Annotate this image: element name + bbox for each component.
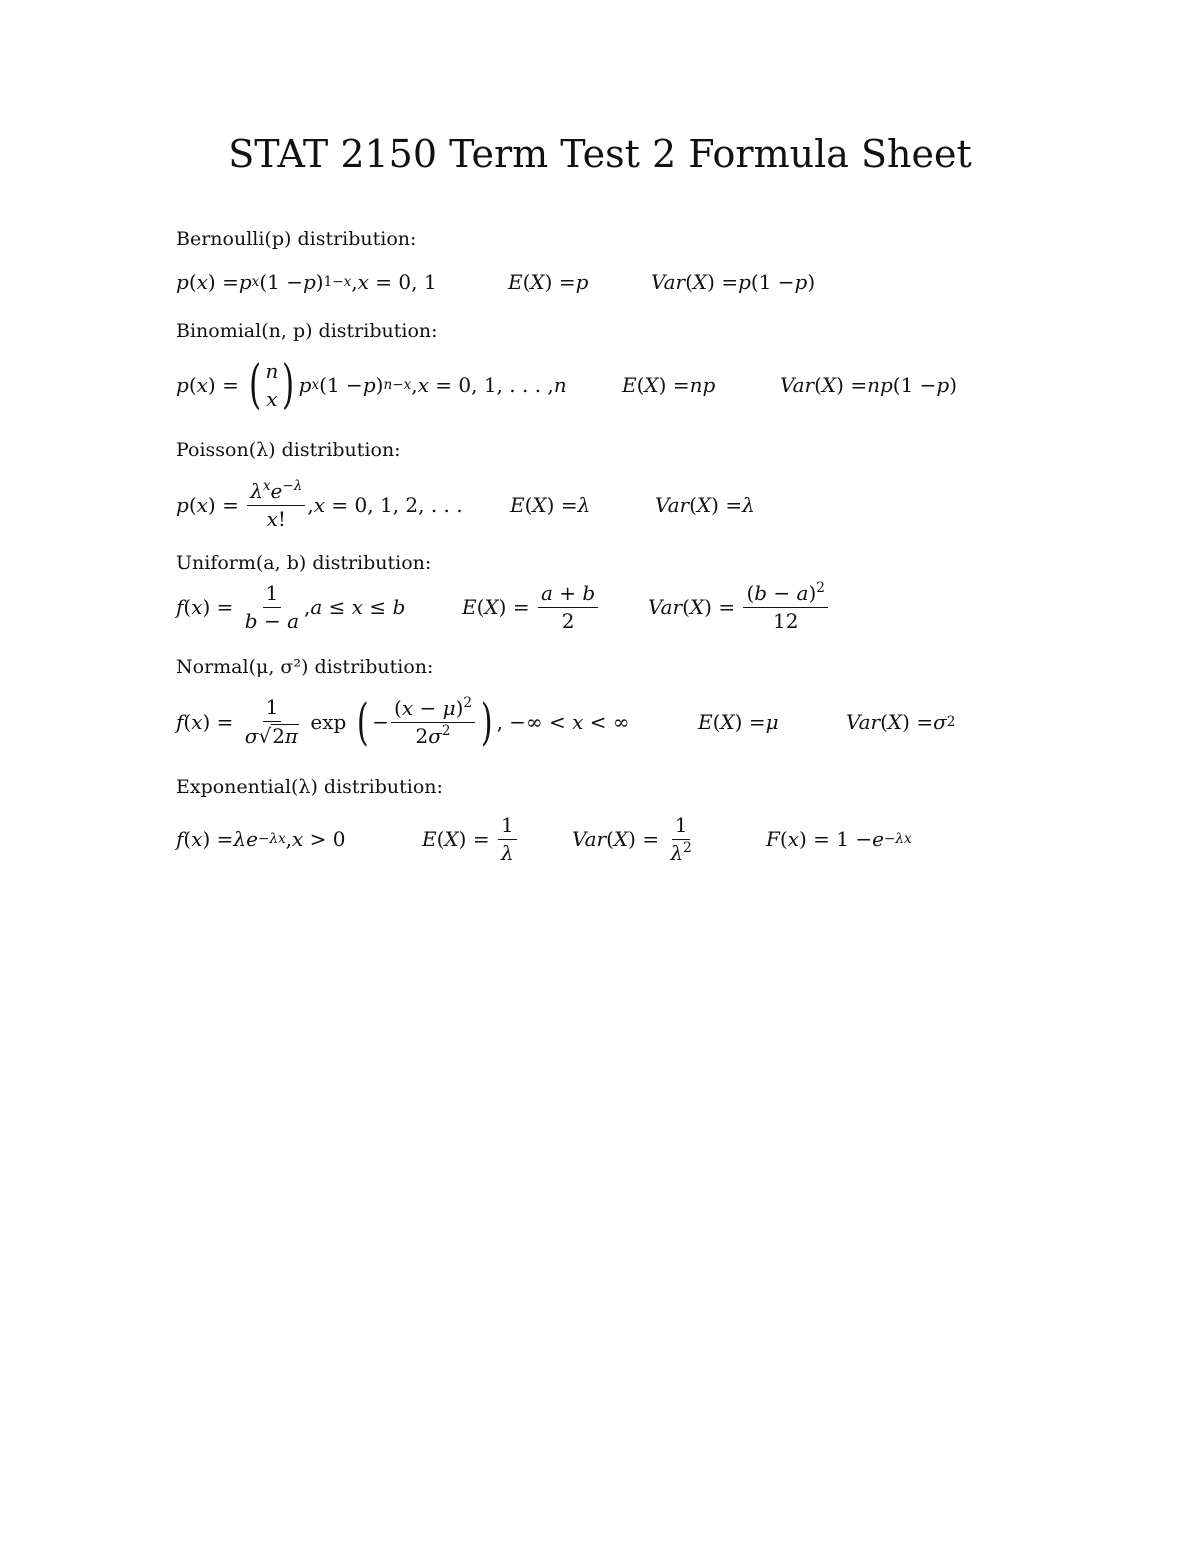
binomial-heading: Binomial(n, p) distribution:	[176, 320, 438, 342]
binomial-formulas	[176, 352, 1076, 418]
uniform-mean: E ( X ) = $\frac{a + b}{2}$	[462, 576, 600, 638]
bernoulli-heading: Bernoulli(p) distribution:	[176, 228, 417, 250]
binomial-coefficient: ( n x )	[249, 355, 295, 415]
poisson-mean: E ( X ) = λ	[510, 493, 591, 517]
bernoulli-pmf: p ( x ) = p x (1 − p ) 1−x , x = 0, 1	[176, 270, 437, 294]
normal-pdf: f ( x ) = 1 σ√ 2π exp ( − $\frac{(x - \mu)^2}{2\sigma^2}$ ) , −∞ < x < ∞	[176, 693, 630, 751]
uniform-pdf: f ( x ) = $\frac{1}{b - a}$ , a ≤ x ≤ b	[176, 580, 406, 633]
normal-mean: E ( X ) = μ	[698, 710, 779, 734]
exponential-heading: Exponential(λ) distribution:	[176, 776, 443, 798]
normal-formulas	[176, 688, 1076, 756]
normal-heading: Normal(μ, σ²) distribution:	[176, 656, 434, 678]
page-title: STAT 2150 Term Test 2 Formula Sheet	[228, 132, 972, 176]
bernoulli-variance: Var ( X ) = p (1 − p )	[651, 270, 816, 294]
poisson-variance: Var ( X ) = λ	[655, 493, 755, 517]
bernoulli-mean: E ( X ) = p	[508, 270, 589, 294]
exponential-pdf: f ( x ) = λe −λx , x > 0	[176, 827, 346, 851]
exponential-cdf: F ( x ) = 1 − e −λx	[766, 827, 912, 851]
uniform-formulas	[176, 576, 1076, 638]
poisson-pmf: p ( x ) = $\frac{\lambda^xe^{-\lambda}}{x!}$ , x = 0, 1, 2, . . .	[176, 477, 463, 531]
exponential-mean: E ( X ) = $\frac{1}{\lambda}$	[422, 808, 519, 870]
uniform-heading: Uniform(a, b) distribution:	[176, 552, 432, 574]
poisson-heading: Poisson(λ) distribution:	[176, 439, 401, 461]
normal-variance: Var ( X ) = σ 2	[846, 710, 956, 734]
binomial-mean: E ( X ) = np	[622, 373, 716, 397]
binomial-pmf: p ( x ) = ( n x ) p x (1 − p ) n−x , x = 0, 1, . . . , n	[176, 355, 567, 415]
uniform-variance: Var ( X ) = $\frac{(b - a)^2}{12}$	[648, 576, 830, 638]
binomial-variance: Var ( X ) = np (1 − p )	[780, 373, 958, 397]
poisson-formulas	[176, 472, 1076, 538]
exponential-variance: Var ( X ) = $\frac{1}{\lambda^2}$	[572, 812, 692, 865]
exponential-formulas	[176, 808, 1076, 870]
bernoulli-formulas	[176, 252, 1076, 312]
